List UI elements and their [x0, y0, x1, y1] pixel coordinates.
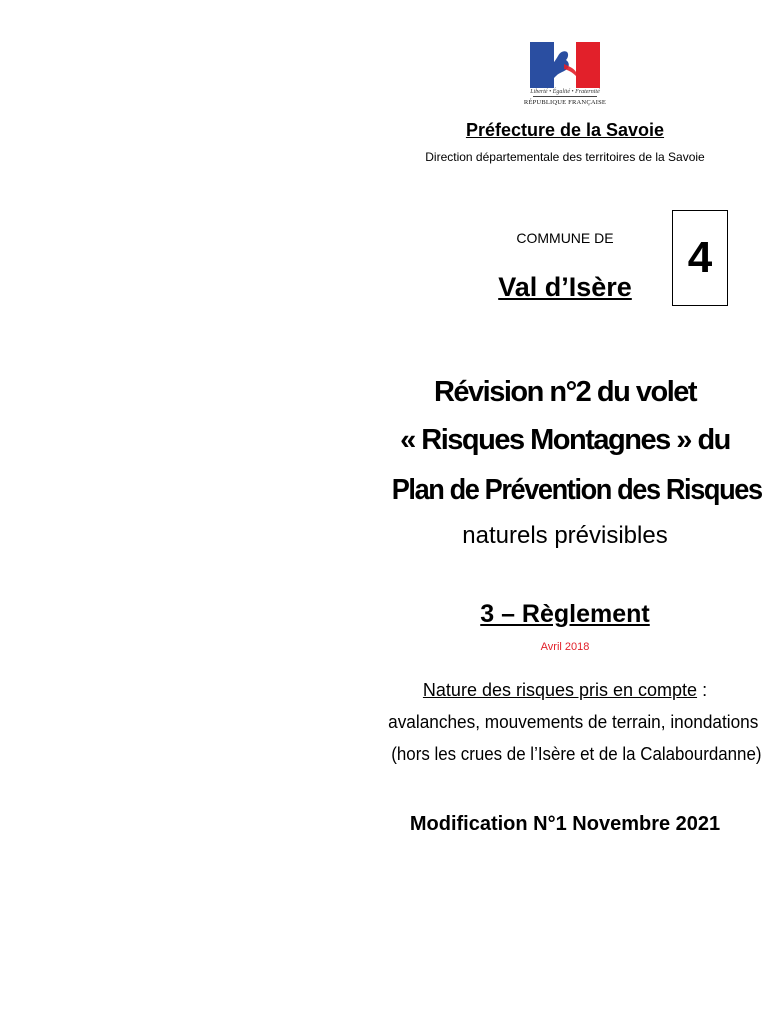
document-number: 4 [687, 233, 713, 282]
title-line-3: Plan de Prévention des Risques [391, 474, 762, 506]
risks-list-line-2: (hors les crues de l’Isère et de la Calabourdanne) [391, 744, 762, 764]
section-title: 3 – Règlement [480, 600, 650, 628]
flag-red-band [576, 42, 600, 88]
section-date: Avril 2018 [540, 641, 590, 653]
commune-name: Val d’Isère [498, 272, 632, 302]
title-line-1: Révision n°2 du volet [433, 376, 697, 408]
risks-heading [380, 680, 750, 701]
title-subtitle: naturels prévisibles [462, 522, 668, 549]
flag-blue-band [530, 42, 554, 88]
republic-name: RÉPUBLIQUE FRANÇAISE [523, 99, 607, 106]
prefecture-title: Préfecture de la Savoie [465, 120, 665, 140]
commune-label: COMMUNE DE [516, 230, 614, 246]
risks-heading-colon: : [697, 680, 708, 700]
marianne-logo [530, 42, 600, 88]
risks-heading-text: Nature des risques pris en compte [422, 680, 698, 700]
republic-motto: Liberté • Égalité • Fraternité [530, 89, 600, 95]
risks-list-line-1: avalanches, mouvements de terrain, inondations [388, 712, 759, 732]
marianne-profile-icon [554, 42, 576, 88]
document-number-box [672, 210, 728, 306]
direction-subtitle: Direction départementale des territoires de la Savoie [425, 150, 705, 164]
modification-note: Modification N°1 Novembre 2021 [409, 813, 721, 835]
title-line-2: « Risques Montagnes » du [400, 424, 730, 456]
logo-divider [533, 96, 597, 97]
flag-white-band [554, 42, 576, 88]
